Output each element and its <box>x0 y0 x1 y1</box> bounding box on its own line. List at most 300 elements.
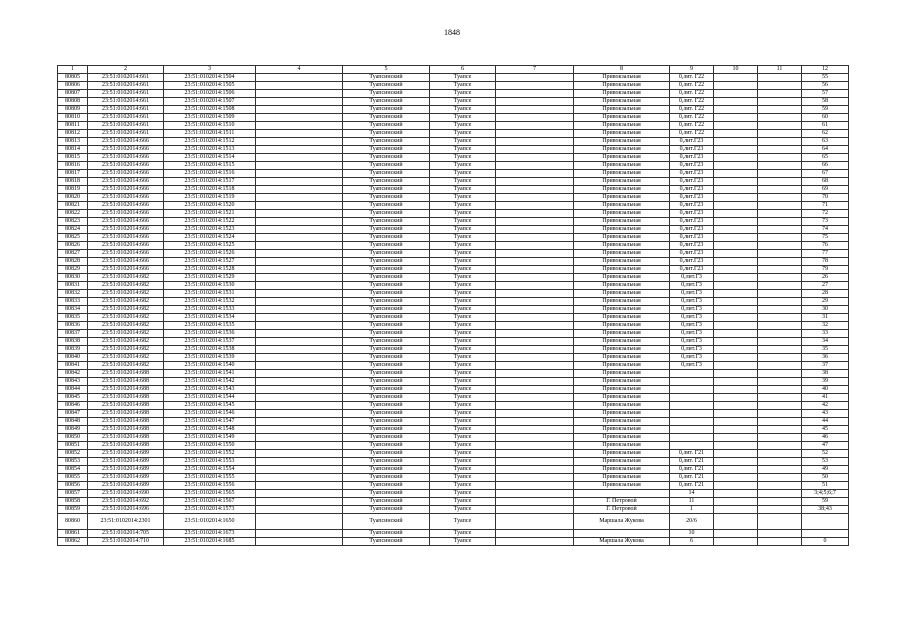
table-cell-col4 <box>256 114 343 122</box>
table-cell-col6: Туапсе <box>430 322 496 330</box>
table-cell-col7 <box>496 426 574 434</box>
table-cell-col1: 80861 <box>58 530 88 538</box>
table-cell-col1: 80848 <box>58 418 88 426</box>
table-cell-col6: Туапсе <box>430 338 496 346</box>
table-cell-col1: 80832 <box>58 290 88 298</box>
table-cell-col12: 52 <box>802 450 849 458</box>
table-cell-col6: Туапсе <box>430 530 496 538</box>
table-cell-col2: 23:51:0102014:666 <box>88 146 164 154</box>
table-cell-col3: 23:51:0102014:1510 <box>164 122 256 130</box>
table-cell-col3: 23:51:0102014:1507 <box>164 98 256 106</box>
table-cell-col11 <box>758 354 802 362</box>
table-cell-col7 <box>496 314 574 322</box>
table-cell-col3: 23:51:0102014:1533 <box>164 306 256 314</box>
table-cell-col9: 0,лит. Г22 <box>670 130 714 138</box>
table-cell-col10 <box>714 362 758 370</box>
table-cell-col5: Туапсинский <box>343 106 430 114</box>
table-row <box>58 170 849 178</box>
table-cell-col6: Туапсе <box>430 386 496 394</box>
table-cell-col9 <box>670 378 714 386</box>
table-cell-col6: Туапсе <box>430 442 496 450</box>
table-cell-col8: Привокзальная <box>574 410 670 418</box>
table-cell-col9 <box>670 434 714 442</box>
table-cell-col8: Привокзальная <box>574 242 670 250</box>
table-cell-col1: 80851 <box>58 442 88 450</box>
table-cell-col9: 0,лит.Г3 <box>670 282 714 290</box>
table-cell-col9: 0,лит.Г3 <box>670 330 714 338</box>
table-cell-col3: 23:51:0102014:1549 <box>164 434 256 442</box>
table-cell-col10 <box>714 538 758 546</box>
table-cell-col10 <box>714 418 758 426</box>
table-cell-col5: Туапсинский <box>343 418 430 426</box>
table-cell-col10 <box>714 482 758 490</box>
table-cell-col7 <box>496 418 574 426</box>
table-cell-col2: 23:51:0102014:682 <box>88 362 164 370</box>
table-row <box>58 314 849 322</box>
table-cell-col1: 80827 <box>58 250 88 258</box>
table-cell-col1: 80812 <box>58 130 88 138</box>
table-cell-col2: 23:51:0102014:689 <box>88 466 164 474</box>
table-cell-col10 <box>714 490 758 498</box>
table-cell-col10 <box>714 322 758 330</box>
table-cell-col12: 33 <box>802 330 849 338</box>
table-cell-col3: 23:51:0102014:1554 <box>164 466 256 474</box>
table-cell-col12: 46 <box>802 434 849 442</box>
table-cell-col7 <box>496 298 574 306</box>
table-cell-col12: 59 <box>802 498 849 506</box>
table-cell-col11 <box>758 394 802 402</box>
table-row <box>58 82 849 90</box>
table-cell-col9: 0,лит.Г23 <box>670 178 714 186</box>
column-header-4: 4 <box>256 66 343 74</box>
table-cell-col10 <box>714 426 758 434</box>
table-cell-col9: 0,лит.Г23 <box>670 250 714 258</box>
table-cell-col6: Туапсе <box>430 114 496 122</box>
table-cell-col10 <box>714 458 758 466</box>
table-cell-col11 <box>758 186 802 194</box>
table-cell-col6: Туапсе <box>430 402 496 410</box>
table-cell-col3: 23:51:0102014:1553 <box>164 458 256 466</box>
table-cell-col2: 23:51:0102014:692 <box>88 498 164 506</box>
table-cell-col3: 23:51:0102014:1515 <box>164 162 256 170</box>
table-cell-col9: 0,лит. Г21 <box>670 482 714 490</box>
table-cell-col7 <box>496 442 574 450</box>
table-cell-col12: 37 <box>802 362 849 370</box>
table-cell-col5: Туапсинский <box>343 410 430 418</box>
table-cell-col10 <box>714 82 758 90</box>
table-cell-col12: 45 <box>802 426 849 434</box>
table-cell-col9: 0,лит.Г23 <box>670 258 714 266</box>
column-header-12: 12 <box>802 66 849 74</box>
table-cell-col1: 80811 <box>58 122 88 130</box>
table-cell-col9: 0,лит. Г21 <box>670 474 714 482</box>
table-cell-col12: 79 <box>802 266 849 274</box>
table-cell-col1: 80840 <box>58 354 88 362</box>
table-cell-col11 <box>758 242 802 250</box>
table-row <box>58 354 849 362</box>
table-row <box>58 538 849 546</box>
table-cell-col6: Туапсе <box>430 394 496 402</box>
table-cell-col5: Туапсинский <box>343 266 430 274</box>
table-cell-col9: 0,лит. Г22 <box>670 90 714 98</box>
table-row <box>58 210 849 218</box>
table-cell-col10 <box>714 442 758 450</box>
table-cell-col1: 80847 <box>58 410 88 418</box>
table-cell-col1: 80860 <box>58 514 88 530</box>
table-cell-col6: Туапсе <box>430 370 496 378</box>
table-cell-col5: Туапсинский <box>343 218 430 226</box>
table-cell-col11 <box>758 434 802 442</box>
table-cell-col12: 70 <box>802 194 849 202</box>
table-row <box>58 418 849 426</box>
table-cell-col1: 80822 <box>58 210 88 218</box>
table-cell-col5: Туапсинский <box>343 186 430 194</box>
table-cell-col10 <box>714 138 758 146</box>
table-cell-col10 <box>714 226 758 234</box>
table-cell-col12: 73 <box>802 218 849 226</box>
table-cell-col5: Туапсинский <box>343 130 430 138</box>
table-cell-col11 <box>758 194 802 202</box>
table-cell-col12: 42 <box>802 402 849 410</box>
table-cell-col6: Туапсе <box>430 106 496 114</box>
table-cell-col2: 23:51:0102014:666 <box>88 258 164 266</box>
table-cell-col5: Туапсинский <box>343 482 430 490</box>
table-cell-col8: Привокзальная <box>574 274 670 282</box>
table-cell-col11 <box>758 466 802 474</box>
table-cell-col9: 0,лит.Г23 <box>670 210 714 218</box>
table-cell-col2: 23:51:0102014:666 <box>88 194 164 202</box>
table-cell-col3: 23:51:0102014:1528 <box>164 266 256 274</box>
table-row <box>58 234 849 242</box>
table-cell-col1: 80815 <box>58 154 88 162</box>
table-cell-col8: Привокзальная <box>574 130 670 138</box>
table-cell-col3: 23:51:0102014:1520 <box>164 202 256 210</box>
table-cell-col12: 38 <box>802 370 849 378</box>
table-cell-col1: 80857 <box>58 490 88 498</box>
table-row <box>58 186 849 194</box>
table-cell-col9: 0,лит.Г3 <box>670 306 714 314</box>
table-cell-col4 <box>256 90 343 98</box>
table-cell-col1: 80805 <box>58 74 88 82</box>
table-cell-col2: 23:51:0102014:666 <box>88 266 164 274</box>
table-cell-col1: 80821 <box>58 202 88 210</box>
table-cell-col6: Туапсе <box>430 426 496 434</box>
table-cell-col2: 23:51:0102014:682 <box>88 330 164 338</box>
table-cell-col4 <box>256 330 343 338</box>
table-cell-col9: 0,лит.Г3 <box>670 314 714 322</box>
table-cell-col2: 23:51:0102014:688 <box>88 426 164 434</box>
table-cell-col2: 23:51:0102014:661 <box>88 82 164 90</box>
table-cell-col10 <box>714 210 758 218</box>
table-cell-col10 <box>714 170 758 178</box>
table-cell-col11 <box>758 74 802 82</box>
table-cell-col11 <box>758 458 802 466</box>
table-cell-col3: 23:51:0102014:1518 <box>164 186 256 194</box>
table-cell-col3: 23:51:0102014:1685 <box>164 538 256 546</box>
table-cell-col2: 23:51:0102014:661 <box>88 90 164 98</box>
table-row <box>58 306 849 314</box>
table-cell-col7 <box>496 162 574 170</box>
table-cell-col8: Привокзальная <box>574 114 670 122</box>
table-cell-col7 <box>496 90 574 98</box>
table-cell-col8: Привокзальная <box>574 370 670 378</box>
table-cell-col6: Туапсе <box>430 234 496 242</box>
table-cell-col4 <box>256 242 343 250</box>
table-cell-col2: 23:51:0102014:661 <box>88 130 164 138</box>
table-cell-col2: 23:51:0102014:682 <box>88 274 164 282</box>
table-cell-col2: 23:51:0102014:710 <box>88 538 164 546</box>
table-cell-col3: 23:51:0102014:1546 <box>164 410 256 418</box>
table-cell-col7 <box>496 490 574 498</box>
table-cell-col11 <box>758 234 802 242</box>
table-cell-col7 <box>496 330 574 338</box>
table-cell-col11 <box>758 290 802 298</box>
table-cell-col10 <box>714 186 758 194</box>
table-row <box>58 434 849 442</box>
table-cell-col8: Привокзальная <box>574 362 670 370</box>
table-header-row <box>58 66 849 74</box>
table-cell-col9: 0,лит.Г3 <box>670 322 714 330</box>
table-cell-col11 <box>758 506 802 514</box>
table-cell-col8: Маршала Жукова <box>574 514 670 530</box>
table-cell-col2: 23:51:0102014:682 <box>88 354 164 362</box>
table-row <box>58 130 849 138</box>
table-cell-col8: Привокзальная <box>574 450 670 458</box>
table-cell-col1: 80846 <box>58 402 88 410</box>
table-cell-col9: 0,лит. Г22 <box>670 74 714 82</box>
table-cell-col8: Привокзальная <box>574 298 670 306</box>
table-cell-col4 <box>256 354 343 362</box>
column-header-2: 2 <box>88 66 164 74</box>
table-cell-col1: 80850 <box>58 434 88 442</box>
table-row <box>58 242 849 250</box>
table-cell-col3: 23:51:0102014:1504 <box>164 74 256 82</box>
table-cell-col11 <box>758 178 802 186</box>
table-cell-col1: 80856 <box>58 482 88 490</box>
table-cell-col7 <box>496 514 574 530</box>
table-cell-col12: 63 <box>802 138 849 146</box>
table-cell-col1: 80836 <box>58 322 88 330</box>
table-cell-col12: 60 <box>802 114 849 122</box>
table-cell-col12: 62 <box>802 130 849 138</box>
table-cell-col4 <box>256 258 343 266</box>
table-cell-col7 <box>496 354 574 362</box>
table-cell-col9 <box>670 418 714 426</box>
table-cell-col8: Привокзальная <box>574 322 670 330</box>
table-cell-col7 <box>496 402 574 410</box>
table-row <box>58 258 849 266</box>
table-cell-col12: 39 <box>802 378 849 386</box>
table-cell-col4 <box>256 74 343 82</box>
table-cell-col1: 80817 <box>58 170 88 178</box>
table-cell-col3: 23:51:0102014:1536 <box>164 330 256 338</box>
table-cell-col9: 0,лит.Г3 <box>670 346 714 354</box>
table-cell-col6: Туапсе <box>430 202 496 210</box>
table-cell-col3: 23:51:0102014:1673 <box>164 530 256 538</box>
table-cell-col5: Туапсинский <box>343 82 430 90</box>
table-cell-col5: Туапсинский <box>343 242 430 250</box>
table-cell-col12: 34 <box>802 338 849 346</box>
table-cell-col2: 23:51:0102014:688 <box>88 370 164 378</box>
table-cell-col11 <box>758 538 802 546</box>
table-cell-col8: Привокзальная <box>574 458 670 466</box>
table-cell-col4 <box>256 450 343 458</box>
table-cell-col5: Туапсинский <box>343 346 430 354</box>
table-cell-col9: 0,лит.Г3 <box>670 362 714 370</box>
table-cell-col3: 23:51:0102014:1514 <box>164 154 256 162</box>
table-cell-col12: 26 <box>802 274 849 282</box>
table-cell-col10 <box>714 466 758 474</box>
table-cell-col7 <box>496 458 574 466</box>
table-cell-col3: 23:51:0102014:1505 <box>164 82 256 90</box>
table-cell-col6: Туапсе <box>430 466 496 474</box>
table-cell-col5: Туапсинский <box>343 146 430 154</box>
table-cell-col8: Привокзальная <box>574 466 670 474</box>
table-cell-col10 <box>714 218 758 226</box>
table-cell-col12: 31 <box>802 314 849 322</box>
table-cell-col7 <box>496 74 574 82</box>
table-cell-col2: 23:51:0102014:688 <box>88 410 164 418</box>
table-cell-col10 <box>714 370 758 378</box>
table-cell-col9: 14 <box>670 490 714 498</box>
table-cell-col9: 0,лит.Г3 <box>670 298 714 306</box>
table-cell-col6: Туапсе <box>430 90 496 98</box>
table-cell-col10 <box>714 474 758 482</box>
table-cell-col5: Туапсинский <box>343 282 430 290</box>
table-cell-col4 <box>256 506 343 514</box>
table-cell-col6: Туапсе <box>430 146 496 154</box>
table-cell-col10 <box>714 298 758 306</box>
table-cell-col4 <box>256 218 343 226</box>
table-cell-col1: 80828 <box>58 258 88 266</box>
table-cell-col8: Привокзальная <box>574 186 670 194</box>
table-row <box>58 114 849 122</box>
table-cell-col5: Туапсинский <box>343 426 430 434</box>
table-cell-col6: Туапсе <box>430 138 496 146</box>
table-cell-col6: Туапсе <box>430 506 496 514</box>
table-cell-col11 <box>758 362 802 370</box>
table-cell-col5: Туапсинский <box>343 314 430 322</box>
table-cell-col1: 80854 <box>58 466 88 474</box>
table-cell-col5: Туапсинский <box>343 458 430 466</box>
table-cell-col5: Туапсинский <box>343 370 430 378</box>
table-cell-col10 <box>714 498 758 506</box>
table-cell-col11 <box>758 210 802 218</box>
table-cell-col6: Туапсе <box>430 314 496 322</box>
table-cell-col1: 80826 <box>58 242 88 250</box>
table-cell-col7 <box>496 538 574 546</box>
table-cell-col5: Туапсинский <box>343 378 430 386</box>
table-cell-col7 <box>496 482 574 490</box>
table-cell-col9: 11 <box>670 498 714 506</box>
table-cell-col12: 51 <box>802 482 849 490</box>
table-cell-col8: Привокзальная <box>574 146 670 154</box>
table-cell-col12: 77 <box>802 250 849 258</box>
table-cell-col6: Туапсе <box>430 130 496 138</box>
table-cell-col1: 80834 <box>58 306 88 314</box>
table-cell-col9: 0,лит.Г3 <box>670 338 714 346</box>
table-cell-col4 <box>256 138 343 146</box>
table-cell-col6: Туапсе <box>430 330 496 338</box>
table-cell-col7 <box>496 218 574 226</box>
table-cell-col3: 23:51:0102014:1525 <box>164 242 256 250</box>
table-row <box>58 426 849 434</box>
table-cell-col8: Привокзальная <box>574 378 670 386</box>
table-cell-col11 <box>758 218 802 226</box>
table-cell-col9: 0,лит.Г23 <box>670 170 714 178</box>
table-cell-col12 <box>802 514 849 530</box>
table-cell-col2: 23:51:0102014:666 <box>88 186 164 194</box>
table-cell-col10 <box>714 434 758 442</box>
table-cell-col12: 69 <box>802 186 849 194</box>
table-cell-col6: Туапсе <box>430 226 496 234</box>
table-cell-col1: 80829 <box>58 266 88 274</box>
table-cell-col2: 23:51:0102014:661 <box>88 106 164 114</box>
table-cell-col2: 23:51:0102014:682 <box>88 306 164 314</box>
table-cell-col3: 23:51:0102014:1511 <box>164 130 256 138</box>
table-cell-col8: Привокзальная <box>574 202 670 210</box>
table-cell-col9: 0,лит.Г23 <box>670 234 714 242</box>
table-cell-col1: 80807 <box>58 90 88 98</box>
table-cell-col12: 49 <box>802 466 849 474</box>
table-cell-col5: Туапсинский <box>343 114 430 122</box>
table-cell-col3: 23:51:0102014:1527 <box>164 258 256 266</box>
table-cell-col11 <box>758 410 802 418</box>
table-cell-col5: Туапсинский <box>343 306 430 314</box>
table-cell-col1: 80819 <box>58 186 88 194</box>
table-row <box>58 90 849 98</box>
table-cell-col4 <box>256 338 343 346</box>
table-cell-col10 <box>714 338 758 346</box>
table-row <box>58 226 849 234</box>
table-cell-col2: 23:51:0102014:661 <box>88 122 164 130</box>
table-cell-col9: 0,лит.Г23 <box>670 154 714 162</box>
table-row <box>58 218 849 226</box>
table-cell-col7 <box>496 202 574 210</box>
table-cell-col7 <box>496 346 574 354</box>
table-cell-col10 <box>714 346 758 354</box>
table-cell-col9: 0,лит. Г22 <box>670 98 714 106</box>
table-cell-col11 <box>758 378 802 386</box>
table-cell-col3: 23:51:0102014:1573 <box>164 506 256 514</box>
table-cell-col2: 23:51:0102014:682 <box>88 322 164 330</box>
table-cell-col6: Туапсе <box>430 346 496 354</box>
table-cell-col1: 80818 <box>58 178 88 186</box>
table-cell-col10 <box>714 98 758 106</box>
table-cell-col7 <box>496 226 574 234</box>
table-cell-col9 <box>670 410 714 418</box>
table-cell-col7 <box>496 506 574 514</box>
table-cell-col6: Туапсе <box>430 162 496 170</box>
table-cell-col11 <box>758 106 802 114</box>
table-row <box>58 378 849 386</box>
table-cell-col7 <box>496 130 574 138</box>
table-row <box>58 394 849 402</box>
table-cell-col7 <box>496 394 574 402</box>
table-cell-col6: Туапсе <box>430 258 496 266</box>
table-cell-col12: 71 <box>802 202 849 210</box>
table-cell-col10 <box>714 266 758 274</box>
table-cell-col4 <box>256 362 343 370</box>
table-cell-col2: 23:51:0102014:688 <box>88 434 164 442</box>
table-cell-col4 <box>256 418 343 426</box>
table-row <box>58 290 849 298</box>
table-cell-col3: 23:51:0102014:1526 <box>164 250 256 258</box>
table-cell-col10 <box>714 514 758 530</box>
table-row <box>58 410 849 418</box>
table-cell-col8: Привокзальная <box>574 218 670 226</box>
table-cell-col11 <box>758 386 802 394</box>
